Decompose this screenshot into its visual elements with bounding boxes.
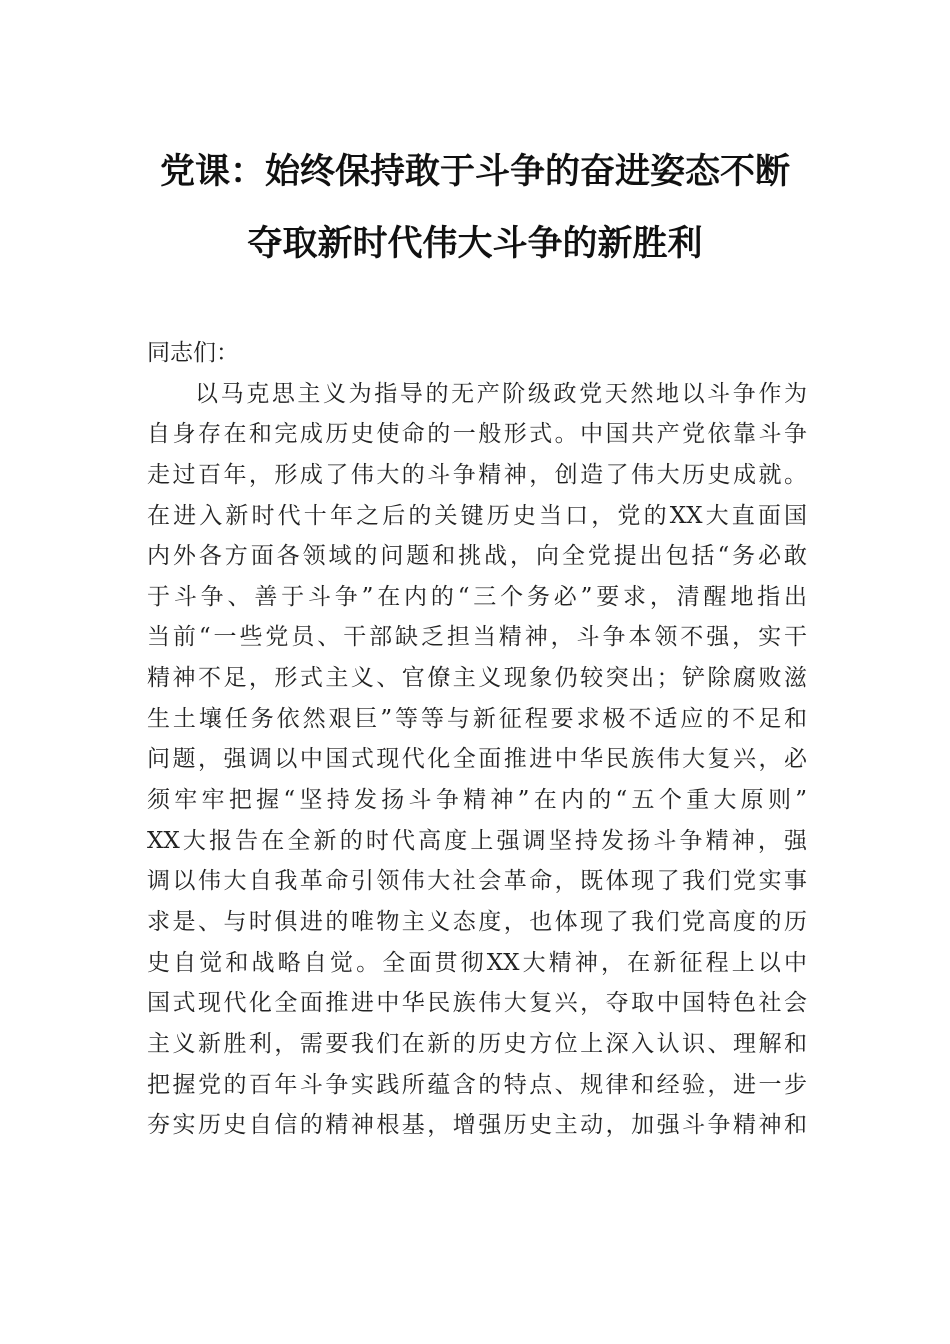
body-line: 内外各方面各领域的问题和挑战，向全党提出包括“务必敢 [147, 543, 807, 570]
body-line: 生土壤任务依然艰巨”等等与新征程要求极不适应的不足和 [147, 705, 807, 732]
body-line: 走过百年，形成了伟大的斗争精神，创造了伟大历史成就。 [147, 461, 807, 488]
body-line: 夯实历史自信的精神根基，增强历史主动，加强斗争精神和 [147, 1112, 807, 1139]
document-title [120, 151, 830, 264]
body-line: 于斗争、善于斗争”在内的“三个务必”要求，清醒地指出 [147, 583, 807, 610]
body-line: 史自觉和战略自觉。全面贯彻XX大精神，在新征程上以中 [147, 949, 807, 976]
title-line-1: 党课：始终保持敢于斗争的奋进姿态不断 [159, 151, 790, 192]
body-line: 自身存在和完成历史使命的一般形式。中国共产党依靠斗争 [147, 421, 807, 448]
body-line: XX大报告在全新的时代高度上强调坚持发扬斗争精神，强 [147, 827, 807, 854]
body-line: 问题，强调以中国式现代化全面推进中华民族伟大复兴，必 [147, 746, 807, 773]
body-line: 当前“一些党员、干部缺乏担当精神，斗争本领不强，实干 [147, 624, 807, 651]
body-line: 精神不足，形式主义、官僚主义现象仍较突出；铲除腐败滋 [147, 665, 807, 692]
title-line-2: 夺取新时代伟大斗争的新胜利 [247, 223, 703, 264]
salutation: 同志们： [147, 340, 239, 366]
body-line: 把握党的百年斗争实践所蕴含的特点、规律和经验，进一步 [147, 1071, 807, 1098]
body-line: 求是、与时俱进的唯物主义态度，也体现了我们党高度的历 [147, 908, 807, 935]
body-line: 在进入新时代十年之后的关键历史当口，党的XX大直面国 [147, 502, 807, 529]
body-line: 调以伟大自我革命引领伟大社会革命，既体现了我们党实事 [147, 868, 807, 895]
body-line: 以马克思主义为指导的无产阶级政党天然地以斗争作为 [195, 380, 807, 407]
document-body [147, 333, 807, 1146]
body-line: 国式现代化全面推进中华民族伟大复兴，夺取中国特色社会 [147, 990, 807, 1017]
body-line: 须牢牢把握“坚持发扬斗争精神”在内的“五个重大原则” [147, 787, 807, 814]
body-line: 主义新胜利，需要我们在新的历史方位上深入认识、理解和 [147, 1030, 807, 1057]
